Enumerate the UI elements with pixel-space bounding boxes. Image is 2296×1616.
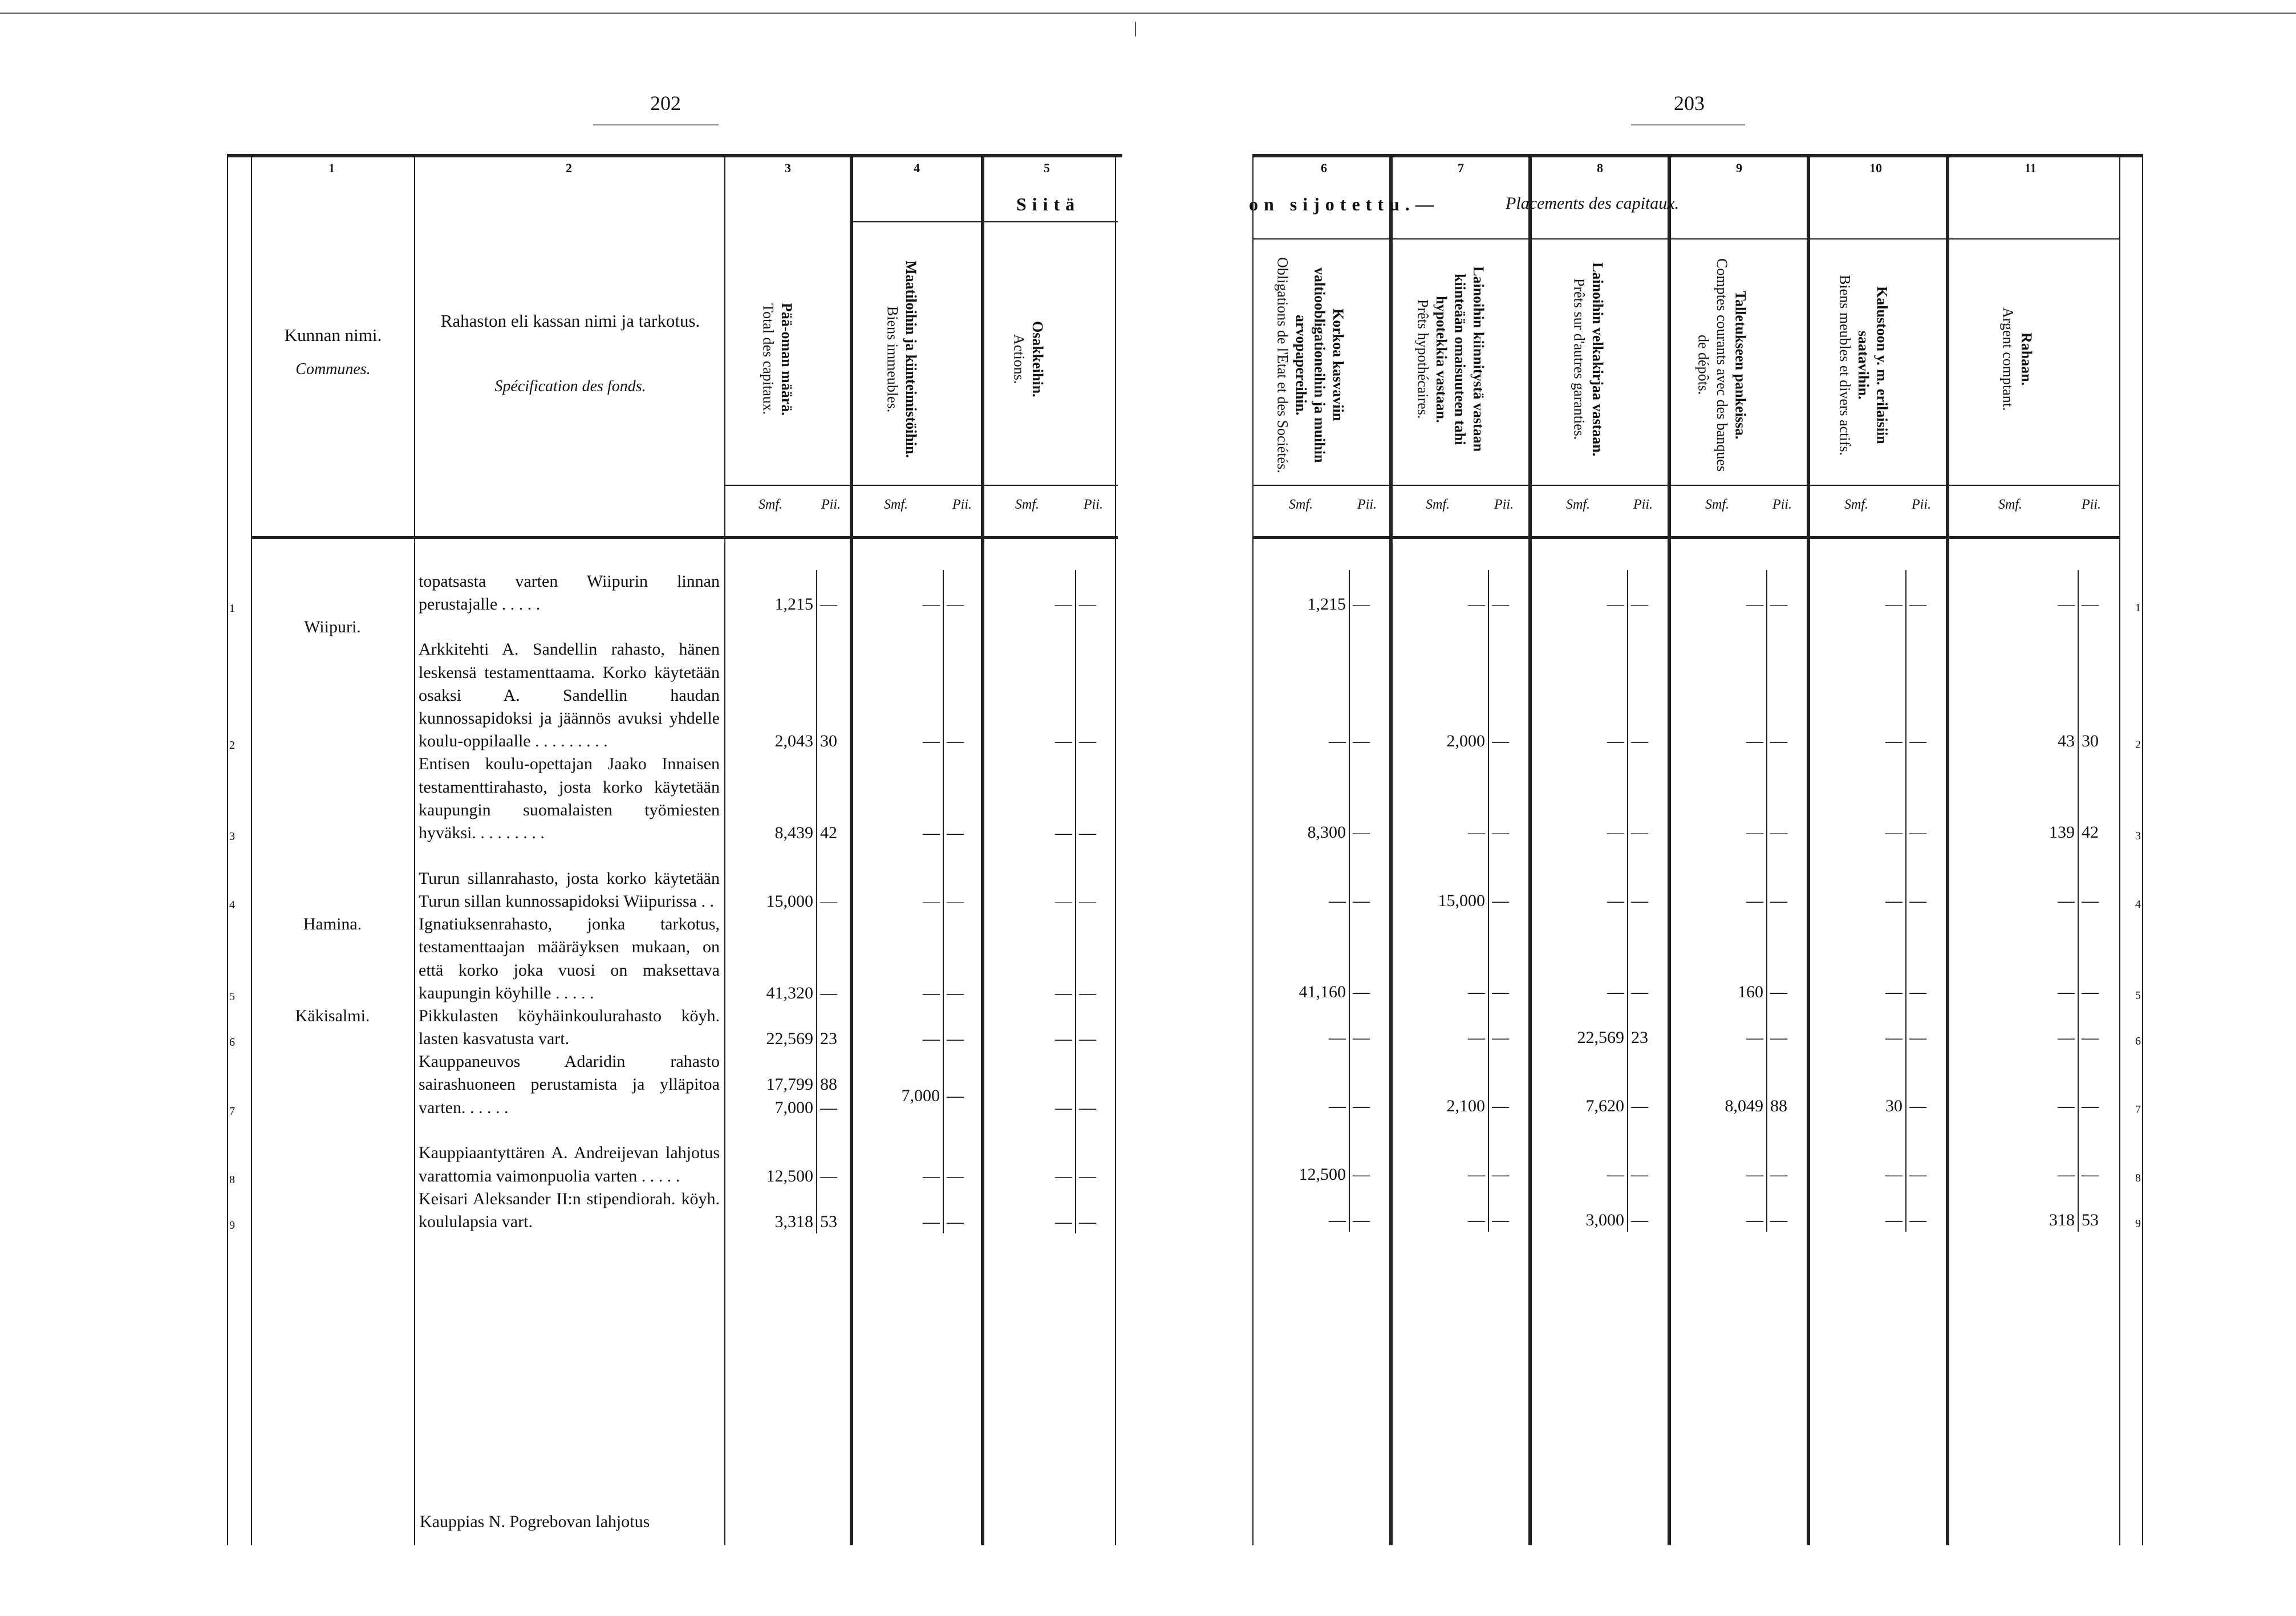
c3-penni: — xyxy=(817,570,850,616)
c7-markka: 2,000 xyxy=(1446,731,1485,750)
table-row xyxy=(1252,1118,2143,1186)
fund-description: topatsasta varten Wiipurin linnan perustajalle . . . . . xyxy=(419,572,720,614)
c5-penni: — xyxy=(1076,1050,1117,1119)
c9-markka: — xyxy=(1746,891,1763,910)
c6-markka: — xyxy=(1329,1028,1346,1047)
c5-penni: — xyxy=(1076,1119,1117,1188)
c3-markka: 22,569 xyxy=(766,1029,813,1049)
c7-penni: — xyxy=(1488,753,1530,844)
header-siita: Siitä xyxy=(1016,194,1081,214)
c3-markka xyxy=(724,1050,817,1119)
unit-p-c9: Pii. xyxy=(1772,497,1792,512)
c11-markka: — xyxy=(2058,1096,2075,1115)
c6-penni: — xyxy=(1349,570,1390,616)
row-number: 3 xyxy=(2135,830,2141,843)
c7-markka: 2,100 xyxy=(1446,1096,1485,1115)
unit-p-c7: Pii. xyxy=(1494,497,1514,512)
column-number-11: 11 xyxy=(2025,161,2037,175)
c7-markka: — xyxy=(1468,594,1485,614)
c9-markka: — xyxy=(1746,1210,1763,1229)
c9-penni: 88 xyxy=(1767,1049,1808,1118)
column-number-9: 9 xyxy=(1736,161,1742,175)
c10-markka: — xyxy=(1885,731,1902,750)
c6-penni: — xyxy=(1349,1118,1390,1186)
table-row xyxy=(1252,1186,2143,1232)
unit-mk-c4: Smf. xyxy=(884,497,908,512)
right-subheader-rule xyxy=(1252,238,2119,239)
page-number-left-underline xyxy=(593,124,719,125)
c9-penni: — xyxy=(1767,1118,1808,1186)
c8-markka: — xyxy=(1607,822,1624,842)
table-row xyxy=(1252,1049,2143,1118)
fund-description: Arkkitehti A. Sandellin rahasto, hänen leskensä testamenttaama. Korko käytetään osaksi A. Sandellin haudan kunnossapidoksi ja jäännös avuksi yhdelle koulu-oppilaalle . . . . . . . . . xyxy=(419,640,720,751)
c9-markka: — xyxy=(1746,594,1763,614)
commune-name: Hamina. xyxy=(303,915,362,934)
row-number: 3 xyxy=(229,830,235,843)
c8-penni: — xyxy=(1628,844,1669,912)
c3-penni: 30 xyxy=(817,616,850,753)
c3-markka: 1,215 xyxy=(774,595,813,614)
siita-rule xyxy=(853,221,1118,222)
c3-penni: — xyxy=(817,844,850,913)
c3-penni: 23 xyxy=(817,1005,850,1050)
c10-penni: — xyxy=(1906,570,1947,616)
c7-penni: — xyxy=(1488,1186,1530,1232)
table-row xyxy=(227,1188,1117,1233)
commune-name: Käkisalmi. xyxy=(295,1006,370,1025)
c8-penni: — xyxy=(1628,1118,1669,1186)
row-number: 4 xyxy=(2135,898,2141,911)
c9-penni: — xyxy=(1767,1186,1808,1232)
unit-mk-c6: Smf. xyxy=(1289,497,1313,512)
c11-markka: — xyxy=(2058,1028,2075,1047)
c6-penni: — xyxy=(1349,844,1390,912)
fund-description: Ignatiuksenrahasto, jonka tarkotus, testamenttaajan määräyksen mukaan, on että korko joka vuosi on maksettava kaupungin köyhille . . . . . xyxy=(419,915,720,1002)
c11-penni: — xyxy=(2078,1049,2120,1118)
unit-mk-c9: Smf. xyxy=(1705,497,1729,512)
c8-markka: — xyxy=(1607,594,1624,614)
page-number-left: 202 xyxy=(650,92,681,115)
row-number: 7 xyxy=(229,1105,235,1118)
c11-markka: 139 xyxy=(2049,822,2075,842)
commune-name xyxy=(251,1050,414,1119)
c10-penni: — xyxy=(1906,1004,1947,1049)
left-header-bottom-rule xyxy=(251,536,1118,539)
c10-penni: — xyxy=(1906,753,1947,844)
fund-description: Entisen koulu-opettajan Jaako Innaisen testamenttirahasto, josta korko käytetään kaupungin suomalaisten työmiesten hyväksi. . . . . . . . . xyxy=(419,754,720,842)
commune-name xyxy=(251,844,414,913)
c9-penni: — xyxy=(1767,753,1808,844)
row-number: 5 xyxy=(229,990,235,1004)
c4-penni: — xyxy=(943,1119,981,1188)
c3-markka-secondary: 7,000 xyxy=(774,1098,813,1117)
c7-penni: — xyxy=(1488,1004,1530,1049)
c11-markka: — xyxy=(2058,1164,2075,1184)
c9-penni: — xyxy=(1767,570,1808,616)
c4-markka: — xyxy=(923,891,940,911)
c6-markka: 41,160 xyxy=(1299,982,1346,1001)
header-fund-fi: Rahaston eli kassan nimi ja tarkotus. xyxy=(440,311,700,331)
c5-penni: — xyxy=(1076,1188,1117,1233)
row-number: 1 xyxy=(2135,602,2141,615)
c4-markka: — xyxy=(923,1212,940,1231)
column-number-2: 2 xyxy=(566,161,572,175)
right-header-top-rule xyxy=(1252,154,2142,157)
c10-markka: — xyxy=(1885,1028,1902,1047)
row-number: 6 xyxy=(229,1036,235,1049)
unit-mk-c7: Smf. xyxy=(1426,497,1450,512)
c9-markka: — xyxy=(1746,1028,1763,1047)
unit-mk-c8: Smf. xyxy=(1566,497,1590,512)
row-number: 6 xyxy=(2135,1035,2141,1048)
c11-markka: — xyxy=(2058,594,2075,614)
c8-penni: — xyxy=(1628,753,1669,844)
table-row xyxy=(227,1050,1117,1119)
table-row xyxy=(227,913,1117,1005)
c9-markka: 8,049 xyxy=(1725,1096,1763,1115)
c7-penni: — xyxy=(1488,912,1530,1004)
unit-p-c5: Pii. xyxy=(1084,497,1103,512)
c7-penni: — xyxy=(1488,616,1530,753)
c6-markka: 1,215 xyxy=(1307,594,1346,614)
table-row xyxy=(1252,1004,2143,1049)
unit-p-c6: Pii. xyxy=(1357,497,1377,512)
c11-markka: 318 xyxy=(2049,1210,2075,1229)
c4-markka: — xyxy=(923,1166,940,1185)
c3-markka: 17,799 xyxy=(766,1075,813,1094)
row-number: 9 xyxy=(229,1219,235,1232)
table-row xyxy=(1252,912,2143,1004)
c8-penni: — xyxy=(1628,912,1669,1004)
table-row xyxy=(1252,753,2143,844)
c10-markka: — xyxy=(1885,1210,1902,1229)
table-row xyxy=(1252,616,2143,753)
last-line-fund: Kauppias N. Pogrebovan lahjotus xyxy=(420,1512,650,1531)
c8-markka: — xyxy=(1607,982,1624,1001)
c7-penni: — xyxy=(1488,570,1530,616)
c3-penni: — xyxy=(817,913,850,1005)
c10-markka: — xyxy=(1885,594,1902,614)
c9-penni: — xyxy=(1767,1004,1808,1049)
table-row xyxy=(227,616,1117,753)
c5-penni: — xyxy=(1076,753,1117,844)
row-number: 2 xyxy=(2135,738,2141,752)
c11-penni: — xyxy=(2078,570,2120,616)
c10-markka: — xyxy=(1885,982,1902,1001)
c6-penni: — xyxy=(1349,912,1390,1004)
c8-markka: 3,000 xyxy=(1585,1210,1624,1229)
c8-markka: — xyxy=(1607,891,1624,910)
c10-markka: — xyxy=(1885,822,1902,842)
fund-description: Turun sillanrahasto, josta korko käytetään Turun sillan kunnossapidoksi Wiipurissa . . xyxy=(419,868,720,911)
unit-mk-c3: Smf. xyxy=(758,497,782,512)
c6-penni: — xyxy=(1349,1049,1390,1118)
c6-markka: — xyxy=(1329,1210,1346,1229)
c4-markka: — xyxy=(923,595,940,614)
c4-penni: — xyxy=(943,616,981,753)
c6-penni: — xyxy=(1349,616,1390,753)
column-number-5: 5 xyxy=(1044,161,1050,175)
header-col4: Maatiloihin ja kiinteimistöihin. Biens immeubles. xyxy=(884,261,919,458)
header-placements: Placements des capitaux. xyxy=(1506,194,1680,213)
c9-markka: — xyxy=(1746,731,1763,750)
c7-penni: — xyxy=(1488,844,1530,912)
c8-penni: — xyxy=(1628,616,1669,753)
c4-markka: — xyxy=(923,823,940,842)
header-col7: Lainoihin kiinnitystä vastaan kiinteään omaisuuteen tahi hypotekkia vastaan. Prêts hypothécaires. xyxy=(1414,266,1487,452)
c11-penni: — xyxy=(2078,1118,2120,1186)
right-ledger-body xyxy=(1252,570,2143,1232)
c3-penni: 88 xyxy=(820,1075,837,1094)
table-row xyxy=(227,570,1117,616)
left-header-top-rule xyxy=(227,154,1122,157)
header-col11: Rahaan. Argent comptant. xyxy=(1999,307,2035,411)
c8-penni: — xyxy=(1628,1049,1669,1118)
column-number-10: 10 xyxy=(1869,161,1882,175)
commune-name xyxy=(251,1188,414,1233)
c10-penni: — xyxy=(1906,1186,1947,1232)
row-number: 8 xyxy=(2135,1172,2141,1185)
column-number-7: 7 xyxy=(1458,161,1464,175)
column-number-6: 6 xyxy=(1321,161,1327,175)
c11-penni: — xyxy=(2078,844,2120,912)
c5-markka: — xyxy=(1055,732,1072,751)
table-row xyxy=(227,753,1117,844)
c3-markka: 8,439 xyxy=(774,823,813,842)
c5-penni: — xyxy=(1076,616,1117,753)
row-number: 4 xyxy=(229,899,235,912)
c11-markka: — xyxy=(2058,891,2075,910)
c8-penni: — xyxy=(1628,570,1669,616)
c7-markka: — xyxy=(1468,1210,1485,1229)
c10-markka: — xyxy=(1885,891,1902,910)
c8-penni: 23 xyxy=(1628,1004,1669,1049)
right-ledger-table xyxy=(1252,570,2143,1232)
c6-penni: — xyxy=(1349,1186,1390,1232)
c5-markka: — xyxy=(1055,1029,1072,1049)
c5-markka: — xyxy=(1055,1098,1072,1117)
c3-markka: 41,320 xyxy=(766,983,813,1002)
c4-penni: — xyxy=(943,1050,981,1119)
c6-penni: — xyxy=(1349,1004,1390,1049)
c3-markka: 12,500 xyxy=(766,1166,813,1185)
c4-penni: — xyxy=(943,1188,981,1233)
c4-markka: — xyxy=(923,1029,940,1049)
page-number-right-underline xyxy=(1631,124,1745,125)
c11-penni: — xyxy=(2078,1004,2120,1049)
left-ledger-table xyxy=(227,570,1117,1233)
c11-markka: 43 xyxy=(2058,731,2075,750)
row-number: 7 xyxy=(2135,1103,2141,1116)
c3-penni: — xyxy=(817,1119,850,1188)
header-commune-fr: Communes. xyxy=(295,360,371,378)
c5-markka: — xyxy=(1055,891,1072,911)
c4-penni: — xyxy=(943,570,981,616)
c10-markka: — xyxy=(1885,1164,1902,1184)
header-col8: Lainoihin velkakirjaa vastaan. Prêts sur d'autres garanties. xyxy=(1571,262,1606,457)
c4-penni: — xyxy=(943,753,981,844)
c5-penni: — xyxy=(1076,1005,1117,1050)
header-col10: Kalustoon y. m. erilaisiin saatavihin. Biens meubles et divers actifs. xyxy=(1836,274,1891,456)
c8-markka: 22,569 xyxy=(1577,1028,1624,1047)
c7-penni: — xyxy=(1488,1118,1530,1186)
c8-markka: 7,620 xyxy=(1585,1096,1624,1115)
column-number-8: 8 xyxy=(1597,161,1603,175)
page-number-right: 203 xyxy=(1674,92,1705,115)
commune-name: Wiipuri. xyxy=(304,618,361,637)
table-row xyxy=(1252,570,2143,616)
c11-penni: 42 xyxy=(2078,753,2120,844)
c8-markka: — xyxy=(1607,731,1624,750)
c3-penni: 53 xyxy=(817,1188,850,1233)
header-sijotettu: on sijotettu.— xyxy=(1249,194,1439,214)
unit-mk-c5: Smf. xyxy=(1015,497,1039,512)
row-number: 9 xyxy=(2135,1217,2141,1231)
fund-description: Pikkulasten köyhäinkoulurahasto köyh. lasten kasvatusta vart. xyxy=(419,1006,720,1049)
c4-markka: 7,000 xyxy=(901,1086,940,1106)
c8-penni: — xyxy=(1628,1186,1669,1232)
c9-markka: — xyxy=(1746,1164,1763,1184)
unit-p-c11: Pii. xyxy=(2082,497,2101,512)
page-gutter-edge xyxy=(1135,22,1136,36)
table-row xyxy=(1252,844,2143,912)
c3-markka: 15,000 xyxy=(766,891,813,911)
c3-penni-secondary: — xyxy=(820,1098,837,1117)
c10-penni: — xyxy=(1906,912,1947,1004)
table-row xyxy=(227,844,1117,913)
c5-penni: — xyxy=(1076,570,1117,616)
unit-p-c10: Pii. xyxy=(1912,497,1931,512)
c5-penni: — xyxy=(1076,844,1117,913)
c9-markka: 160 xyxy=(1738,982,1763,1001)
c9-penni: — xyxy=(1767,616,1808,753)
left-units-rule xyxy=(724,485,1118,486)
c11-penni: 53 xyxy=(2078,1186,2120,1232)
c11-penni: 30 xyxy=(2078,616,2120,753)
c4-penni: — xyxy=(943,844,981,913)
c7-markka: — xyxy=(1468,982,1485,1001)
left-ledger-body xyxy=(227,570,1117,1233)
c4-markka: — xyxy=(923,732,940,751)
c10-penni: — xyxy=(1906,616,1947,753)
column-number-4: 4 xyxy=(914,161,920,175)
c3-markka: 3,318 xyxy=(774,1212,813,1231)
c9-markka: — xyxy=(1746,822,1763,842)
commune-name xyxy=(251,1119,414,1188)
c4-penni: — xyxy=(943,1005,981,1050)
row-number: 2 xyxy=(229,738,235,752)
commune-name xyxy=(251,753,414,844)
c6-markka: 8,300 xyxy=(1307,822,1346,842)
c7-markka: — xyxy=(1468,1028,1485,1047)
c6-markka: — xyxy=(1329,731,1346,750)
unit-mk-c11: Smf. xyxy=(1998,497,2022,512)
c4-markka: — xyxy=(923,983,940,1002)
c5-markka: — xyxy=(1055,1166,1072,1185)
c11-markka: — xyxy=(2058,982,2075,1001)
right-header-bottom-rule xyxy=(1252,536,2119,539)
c5-markka: — xyxy=(1055,595,1072,614)
header-fund-fr: Spécification des fonds. xyxy=(494,377,646,395)
header-col6: Korkoa kasvaviin valtioobligationeihin ja muihin arvopapereihin. Obligations de l'Etat et des Sociétés. xyxy=(1274,257,1346,473)
c6-markka: — xyxy=(1329,891,1346,910)
c6-markka: 12,500 xyxy=(1299,1164,1346,1184)
c7-markka: — xyxy=(1468,822,1485,842)
unit-mk-c10: Smf. xyxy=(1844,497,1868,512)
c5-markka: — xyxy=(1055,1212,1072,1231)
row-number: 5 xyxy=(2135,989,2141,1002)
c11-penni: — xyxy=(2078,912,2120,1004)
commune-name xyxy=(251,570,414,616)
fund-description: Kauppiaantyttären A. Andreijevan lahjotus varattomia vaimonpuolia varten . . . . . xyxy=(419,1143,720,1185)
c5-markka: — xyxy=(1055,983,1072,1002)
c3-penni xyxy=(817,1050,850,1119)
table-row xyxy=(227,1005,1117,1050)
column-number-1: 1 xyxy=(328,161,335,175)
right-units-rule xyxy=(1252,485,2119,486)
c9-penni: — xyxy=(1767,844,1808,912)
c8-markka: — xyxy=(1607,1164,1624,1184)
c5-markka: — xyxy=(1055,823,1072,842)
header-col9: Talletukseen pankeissa. Comptes courants avec des banques de dépôts. xyxy=(1695,258,1749,472)
c3-markka: 2,043 xyxy=(774,732,813,751)
header-commune-fi: Kunnan nimi. xyxy=(284,325,382,345)
c10-penni: — xyxy=(1906,1049,1947,1118)
row-number: 1 xyxy=(229,602,235,615)
unit-p-c4: Pii. xyxy=(952,497,972,512)
table-row xyxy=(227,1119,1117,1188)
c4-penni: — xyxy=(943,913,981,1005)
header-total: Pää-oman määrä. Total des capitaux. xyxy=(760,303,795,416)
fund-description: Kauppaneuvos Adaridin rahasto sairashuoneen perustamista ja ylläpitoa varten. . . . . . xyxy=(419,1052,720,1117)
c10-penni: — xyxy=(1906,1118,1947,1186)
unit-p-c3: Pii. xyxy=(821,497,841,512)
c10-markka: 30 xyxy=(1885,1096,1902,1115)
c7-markka: — xyxy=(1468,1164,1485,1184)
c7-penni: — xyxy=(1488,1049,1530,1118)
row-number: 8 xyxy=(229,1174,235,1187)
c7-markka: 15,000 xyxy=(1438,891,1485,910)
page-top-edge xyxy=(0,13,2296,14)
c6-markka: — xyxy=(1329,1096,1346,1115)
c10-penni: — xyxy=(1906,844,1947,912)
c5-penni: — xyxy=(1076,913,1117,1005)
header-col5: Osakkeihin. Actions. xyxy=(1011,321,1046,397)
c9-penni: — xyxy=(1767,912,1808,1004)
unit-p-c8: Pii. xyxy=(1633,497,1653,512)
c6-penni: — xyxy=(1349,753,1390,844)
c3-penni: 42 xyxy=(817,753,850,844)
fund-description: Keisari Aleksander II:n stipendiorah. köyh. koululapsia vart. xyxy=(419,1189,720,1231)
column-number-3: 3 xyxy=(785,161,791,175)
